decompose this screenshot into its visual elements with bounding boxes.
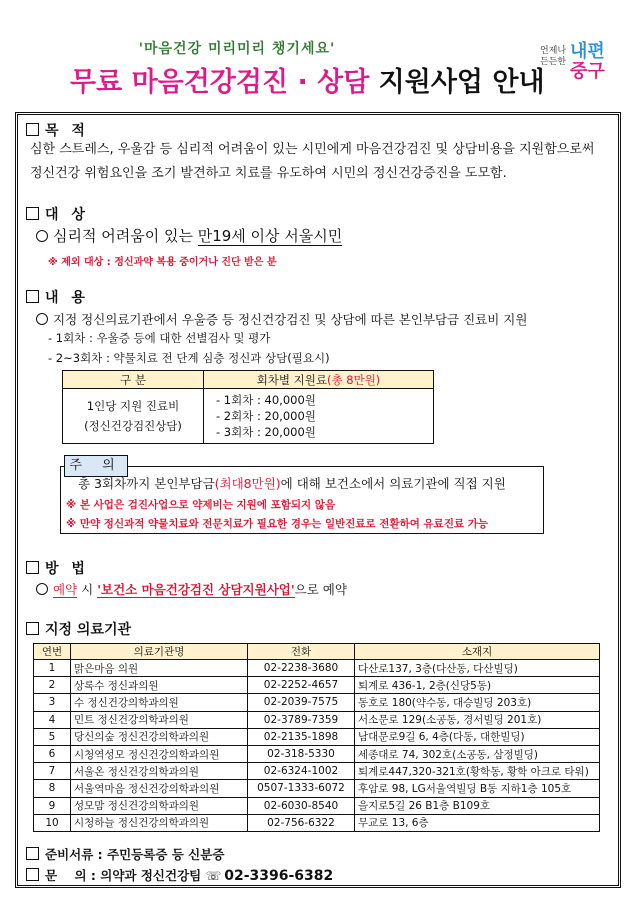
row-phone: 02-756-6322 <box>248 814 355 831</box>
hospital-table <box>33 643 600 832</box>
inquiry-value: : 의약과 정신건강팀 <box>86 868 206 883</box>
phone-icon: ☏ <box>205 868 222 883</box>
slogan: '마음건강 미리미리 챙기세요' <box>138 41 336 57</box>
brand-tagline <box>540 46 566 68</box>
target-line <box>36 225 342 246</box>
brand-name <box>570 42 605 82</box>
method-line <box>36 580 347 598</box>
purpose-text: 심한 스트레스, 우울감 등 심리적 어려움이 있는 시민에게 마음건강검진 및 상담비용을 지원함으로써 정신건강 위험요인을 조기 발견하고 치료를 유도하여 시민의 정신건강증진을 도모함. <box>30 142 595 181</box>
hospital-table-body <box>34 660 600 832</box>
table-row <box>34 711 600 728</box>
content-heading <box>26 287 89 307</box>
col-no: 연번 <box>34 644 71 660</box>
notice-tag: 주 의 <box>64 455 128 477</box>
notice-line-highlight: (최대8만원) <box>214 476 281 491</box>
notice-warning-1: ※ 본 사업은 검진사업으로 약제비는 지원에 포함되지 않음 <box>66 499 336 511</box>
row-no: 5 <box>34 728 71 745</box>
support-col-category: 구 분 <box>63 371 204 389</box>
purpose-heading-label: 목 적 <box>45 123 89 139</box>
row-name: 민트 정신건강의학과의원 <box>71 711 248 728</box>
method-heading-label: 방 법 <box>45 561 89 577</box>
row-no: 8 <box>34 780 71 797</box>
row-no: 2 <box>34 677 71 694</box>
col-name: 의료기관명 <box>71 644 248 660</box>
support-row-label-2: (정신건강검진상담) <box>84 419 182 433</box>
row-no: 6 <box>34 745 71 762</box>
phone-number[interactable]: 02-3396-6382 <box>224 868 334 884</box>
circle-bullet-icon <box>36 313 48 325</box>
row-address: 다산로137, 3층(다산동, 다산빌딩) <box>355 660 600 677</box>
row-phone: 02-6324-1002 <box>248 763 355 780</box>
hospitals-heading-label: 지정 의료기관 <box>45 622 132 638</box>
support-row-label <box>63 389 204 444</box>
content-main-text: 지정 정신의료기관에서 우울증 등 정신건강검진 및 상담에 따른 본인부담금 진료비 지원 <box>53 312 528 327</box>
table-row <box>34 780 600 797</box>
row-address: 을지로5길 26 B1층 B109호 <box>355 797 600 814</box>
table-row <box>34 814 600 831</box>
support-table <box>62 370 434 444</box>
row-name: 맑은마음 의원 <box>71 660 248 677</box>
brand-tagline-2: 든든한 <box>540 57 567 67</box>
table-row <box>34 745 600 762</box>
notice-line-suffix: 에 대해 보건소에서 의료기관에 직접 지원 <box>280 476 506 491</box>
row-phone: 02-2238-3680 <box>248 660 355 677</box>
row-address: 퇴계로447,320-321호(황학동, 황학 아크로 타워) <box>355 763 600 780</box>
content-main <box>36 310 527 328</box>
row-address: 퇴계로 436-1, 2층(신당5동) <box>355 677 600 694</box>
row-phone: 02-318-5330 <box>248 745 355 762</box>
row-no: 3 <box>34 694 71 711</box>
col-address: 소재지 <box>355 644 600 660</box>
table-row <box>34 660 600 677</box>
hospitals-heading <box>26 619 131 639</box>
support-col-fee-total: (총 8만원) <box>327 372 381 387</box>
target-heading-label: 대 상 <box>45 207 89 223</box>
brand-logo <box>540 40 630 85</box>
circle-bullet-icon <box>36 583 48 595</box>
docs-line <box>26 845 224 863</box>
exclusion-note: ※ 제외 대상 : 정신과약 복용 중이거나 진단 받은 분 <box>48 257 277 268</box>
checkbox-icon <box>26 622 39 635</box>
row-phone: 02-2252-4657 <box>248 677 355 694</box>
notice-line-prefix: 총 3회차까지 본인부담금 <box>78 476 215 491</box>
checkbox-icon <box>26 847 39 860</box>
support-table-row <box>63 389 434 444</box>
target-highlight: 만19세 이상 서울시민 <box>197 227 343 245</box>
support-table-header <box>63 371 434 389</box>
table-row <box>34 763 600 780</box>
row-no: 10 <box>34 814 71 831</box>
content-sub-2: - 2~3회차 : 약물치료 전 단계 심층 정신과 상담(필요시) <box>48 351 330 365</box>
brand-name-2: 중구 <box>570 61 605 82</box>
checkbox-icon <box>26 123 39 136</box>
col-phone: 전화 <box>248 644 355 660</box>
row-phone: 02-6030-8540 <box>248 797 355 814</box>
row-name: 서울역마음 정신건강의학과의원 <box>71 780 248 797</box>
row-address: 동호로 180(약수동, 대승빌딩 203호) <box>355 694 600 711</box>
support-col-fee-label: 회차별 지원료 <box>256 372 328 387</box>
title-highlight: 무료 마음건강검진 · 상담 <box>70 67 370 98</box>
docs-value: : 주민등록증 등 신분증 <box>93 847 225 862</box>
method-reserve: 예약 <box>53 582 78 597</box>
support-row-label-1: 1인당 지원 진료비 <box>86 399 180 413</box>
row-name: 수 정신건강의학과의원 <box>71 694 248 711</box>
row-no: 4 <box>34 711 71 728</box>
target-prefix: 심리적 어려움이 있는 <box>53 227 198 245</box>
support-row-fees <box>204 389 434 444</box>
row-phone: 02-2039-7575 <box>248 694 355 711</box>
method-suffix: 으로 예약 <box>294 582 347 597</box>
checkbox-icon <box>26 207 39 220</box>
checkbox-icon <box>26 290 39 303</box>
row-address: 후암로 98, LG서울역빌딩 B동 지하1층 105호 <box>355 780 600 797</box>
row-name: 당신의숲 정신건강의학과의원 <box>71 728 248 745</box>
table-row <box>34 677 600 694</box>
fee-round-2: - 2회차 : 20,000원 <box>216 409 316 423</box>
row-name: 성모맘 정신건강의학과의원 <box>71 797 248 814</box>
row-phone: 02-2135-1898 <box>248 728 355 745</box>
method-heading <box>26 558 89 578</box>
table-row <box>34 694 600 711</box>
checkbox-icon <box>26 561 39 574</box>
hospital-table-header <box>34 644 600 660</box>
row-phone: 02-3789-7359 <box>248 711 355 728</box>
row-name: 서울온 정신건강의학과의원 <box>71 763 248 780</box>
table-row <box>34 797 600 814</box>
docs-label: 준비서류 <box>45 847 94 862</box>
row-name: 시청역성모 정신건강의학과의원 <box>71 745 248 762</box>
title-rest: 지원사업 안내 <box>369 67 545 98</box>
notice-warning-2: ※ 만약 정신과적 약물치료와 전문치료가 필요한 경우는 일반진료로 전환하여 유료진료 가능 <box>66 518 489 530</box>
row-no: 7 <box>34 763 71 780</box>
fee-round-3: - 3회차 : 20,000원 <box>216 425 316 439</box>
content-sub-1: - 1회차 : 우울증 등에 대한 선별검사 및 평가 <box>48 331 271 345</box>
page-title <box>70 60 545 100</box>
row-no: 9 <box>34 797 71 814</box>
method-program-name: '보건소 마음건강검진 상담지원사업' <box>97 582 295 597</box>
content-heading-label: 내 용 <box>45 290 89 306</box>
checkbox-icon <box>26 868 39 881</box>
purpose-heading <box>26 120 89 140</box>
inquiry-line <box>26 866 333 884</box>
table-row <box>34 728 600 745</box>
row-phone: 0507-1333-6072 <box>248 780 355 797</box>
row-address: 무교로 13, 6층 <box>355 814 600 831</box>
row-address: 세종대로 74, 302호(소공동, 삼정빌딩) <box>355 745 600 762</box>
circle-bullet-icon <box>36 230 48 242</box>
row-no: 1 <box>34 660 71 677</box>
inquiry-label: 문 의 <box>45 868 87 883</box>
row-name: 시청하늘 정신건강의학과의원 <box>71 814 248 831</box>
row-name: 상록수 정신과의원 <box>71 677 248 694</box>
fee-round-1: - 1회차 : 40,000원 <box>216 393 316 407</box>
target-heading <box>26 204 89 224</box>
support-col-fee <box>204 371 434 389</box>
brand-name-1: 내편 <box>570 41 605 62</box>
row-address: 남대문로9길 6, 4층(다동, 대한빌딩) <box>355 728 600 745</box>
brand-tagline-1: 언제나 <box>540 46 567 56</box>
row-address: 서소문로 129(소공동, 경서빌딩 201호) <box>355 711 600 728</box>
notice-line <box>78 474 506 492</box>
method-mid: 시 <box>77 582 98 597</box>
